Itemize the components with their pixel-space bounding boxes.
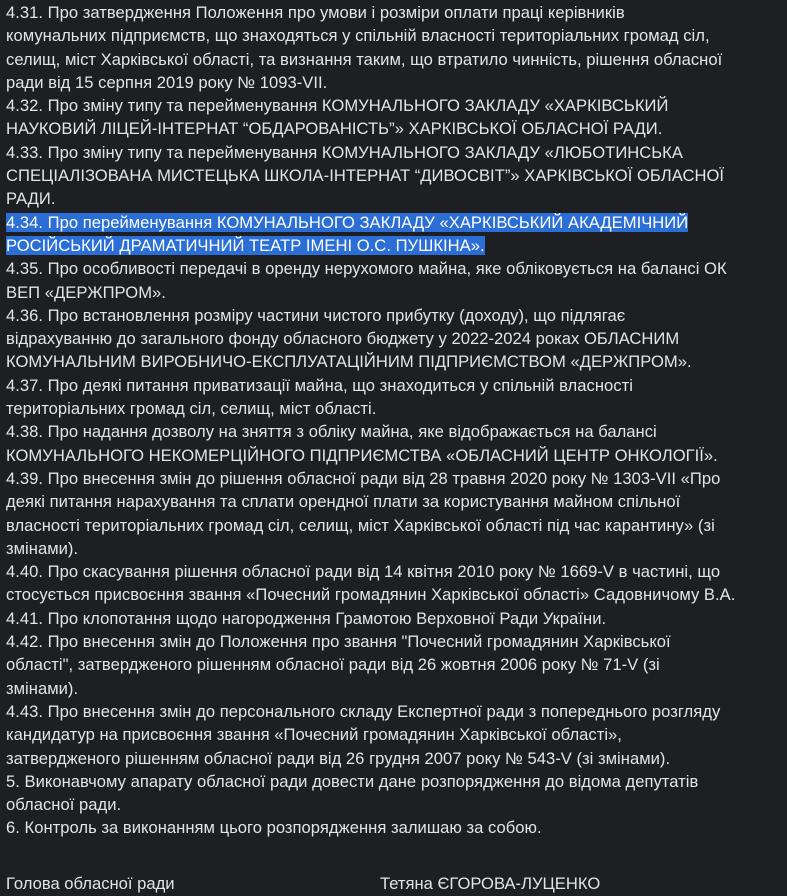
agenda-item-line (6, 234, 787, 257)
agenda-item-line (6, 747, 787, 770)
agenda-item-line (6, 327, 787, 350)
agenda-item-4-40 (6, 560, 787, 607)
line-text: 4.39. Про внесення змін до рішення обласної ради від 28 травня 2020 року № 1303-VII «Про (6, 468, 721, 488)
agenda-item-line (6, 1, 787, 24)
agenda-item-line (6, 583, 787, 606)
agenda-item-line (6, 514, 787, 537)
line-text: НАУКОВИЙ ЛІЦЕЙ-ІНТЕРНАТ “ОБДАРОВАНІСТЬ”» ХАРКІВСЬКОЇ ОБЛАСНОЇ РАДИ. (6, 119, 663, 139)
agenda-item-line (6, 164, 787, 187)
line-text: 4.42. Про внесення змін до Положення про звання "Почесний громадянин Харківської (6, 632, 671, 652)
line-text: 4.38. Про надання дозволу на зняття з обліку майна, яке відображається на балансі (6, 422, 657, 442)
line-text: 4.33. Про зміну типу та перейменування КОМУНАЛЬНОГО ЗАКЛАДУ «ЛЮБОТИНСЬКА (6, 142, 683, 162)
agenda-item-line (6, 537, 787, 560)
agenda-item-line (6, 816, 787, 839)
line-text: КОМУНАЛЬНИМ ВИРОБНИЧО-ЕКСПЛУАТАЦІЙНИМ ПІДПРИЄМСТВОМ «ДЕРЖПРОМ». (6, 352, 692, 372)
agenda-item-line (6, 420, 787, 443)
agenda-item-line (6, 24, 787, 47)
agenda-item-4-37 (6, 374, 787, 421)
agenda-item-4-39 (6, 467, 787, 560)
agenda-item-line (6, 187, 787, 210)
agenda-item-line (6, 490, 787, 513)
agenda-item-4-38 (6, 420, 787, 467)
agenda-item-line (6, 117, 787, 140)
agenda-item-4-42 (6, 630, 787, 700)
agenda-item-line (6, 653, 787, 676)
line-text: 4.37. Про деякі питання приватизації майна, що знаходиться у спільній власності (6, 375, 633, 395)
agenda-item-4-36 (6, 304, 787, 374)
agenda-item-line (6, 141, 787, 164)
line-text: змінами). (6, 538, 79, 558)
line-text: власності територіальних громад сіл, селищ, міст Харківської області під час карантину» (зі (6, 515, 715, 535)
agenda-item-line (6, 444, 787, 467)
line-text: затвердженого рішенням обласної ради від 26 грудня 2007 року № 543-V (зі змінами). (6, 748, 671, 768)
agenda-item-line (6, 374, 787, 397)
line-text: СПЕЦІАЛІЗОВАНА МИСТЕЦЬКА ШКОЛА-ІНТЕРНАТ “ДИВОСВІТ”» ХАРКІВСЬКОЇ ОБЛАСНОЇ (6, 166, 725, 186)
line-text: 4.43. Про внесення змін до персонального складу Експертної ради з попереднього розгляду (6, 701, 721, 721)
line-text: області", затвердженого рішенням обласної ради від 26 жовтня 2006 року № 71-V (зі (6, 655, 660, 675)
agenda-item-line (6, 723, 787, 746)
signatory-position: Голова обласної ради (6, 874, 175, 893)
agenda-item-6 (6, 816, 787, 839)
line-text: КОМУНАЛЬНОГО НЕКОМЕРЦІЙНОГО ПІДПРИЄМСТВА «ОБЛАСНИЙ ЦЕНТР ОНКОЛОГІЇ». (6, 445, 718, 465)
agenda-item-line (6, 48, 787, 71)
agenda-item-line (6, 257, 787, 280)
line-text: обласної ради. (6, 795, 122, 815)
line-text: 4.31. Про затвердження Положення про умови і розміри оплати праці керівників (6, 3, 625, 22)
agenda-item-line (6, 607, 787, 630)
line-text: РАДИ. (6, 189, 56, 209)
line-text: 4.35. Про особливості передачі в оренду нерухомого майна, яке обліковується на балансі ОК (6, 259, 727, 279)
line-text: кандидатур на присвоєння звання «Почесний громадянин Харківської області», (6, 725, 622, 745)
line-text: відрахуванню до загального фонду обласного бюджету у 2022-2024 роках ОБЛАСНИМ (6, 329, 680, 349)
agenda-item-line (6, 281, 787, 304)
agenda-item-5 (6, 770, 787, 817)
line-text: стосується присвоєння звання «Почесний громадянин Харківської області» Садовничому В.А. (6, 585, 736, 605)
line-text: 5. Виконавчому апарату обласної ради довести дане розпорядження до відома депутатів (6, 771, 699, 791)
agenda-item-line (6, 397, 787, 420)
line-text: деякі питання нарахування та сплати орендної плати за користування майном спільної (6, 492, 681, 512)
line-text: змінами). (6, 678, 79, 698)
agenda-item-4-32 (6, 94, 787, 141)
line-text: 4.41. Про клопотання щодо нагородження Грамотою Верховної Ради України. (6, 608, 607, 628)
line-text: ВЕП «ДЕРЖПРОМ». (6, 282, 166, 302)
agenda-item-4-41 (6, 607, 787, 630)
line-text: ради від 15 серпня 2019 року № 1093-VII. (6, 72, 328, 92)
agenda-item-line (6, 700, 787, 723)
agenda-item-4-43 (6, 700, 787, 770)
agenda-item-line (6, 793, 787, 816)
selected-text: 4.34. Про перейменування КОМУНАЛЬНОГО ЗАКЛАДУ «ХАРКІВСЬКИЙ АКАДЕМІЧНИЙ (6, 212, 689, 232)
signature-block (6, 872, 787, 896)
agenda-item-line (6, 630, 787, 653)
line-text: селищ, міст Харківської області, та визнання таким, що втратило чинність, рішення обласної (6, 49, 723, 69)
line-text: 4.32. Про зміну типу та перейменування КОМУНАЛЬНОГО ЗАКЛАДУ «ХАРКІВСЬКИЙ (6, 96, 669, 116)
line-text: 4.36. Про встановлення розміру частини чистого прибутку (доходу), що підлягає (6, 305, 626, 325)
signatory-name: Тетяна ЄГОРОВА-ЛУЦЕНКО (380, 874, 601, 893)
line-text: комунальних підприємств, що знаходяться у спільній власності територіальних громад сіл, (6, 26, 710, 46)
agenda-item-line (6, 677, 787, 700)
agenda-item-line (6, 71, 787, 94)
line-text: територіальних громад сіл, селищ, міст області. (6, 399, 377, 419)
agenda-item-line (6, 94, 787, 117)
selected-text: РОСІЙСЬКИЙ ДРАМАТИЧНИЙ ТЕАТР ІМЕНІ О.С. ПУШКІНА». (6, 235, 485, 255)
line-text: 6. Контроль за виконанням цього розпорядження залишаю за собою. (6, 818, 542, 838)
line-text: 4.40. Про скасування рішення обласної ради від 14 квітня 2010 року № 1669-V в частині, що (6, 562, 721, 582)
agenda-list (6, 1, 787, 840)
agenda-item-4-33 (6, 141, 787, 211)
agenda-item-line (6, 211, 787, 234)
agenda-item-line (6, 350, 787, 373)
agenda-item-line (6, 560, 787, 583)
agenda-item-4-34 (6, 211, 787, 258)
agenda-item-line (6, 467, 787, 490)
agenda-item-4-31 (6, 1, 787, 94)
agenda-item-line (6, 770, 787, 793)
agenda-item-line (6, 304, 787, 327)
agenda-item-4-35 (6, 257, 787, 304)
